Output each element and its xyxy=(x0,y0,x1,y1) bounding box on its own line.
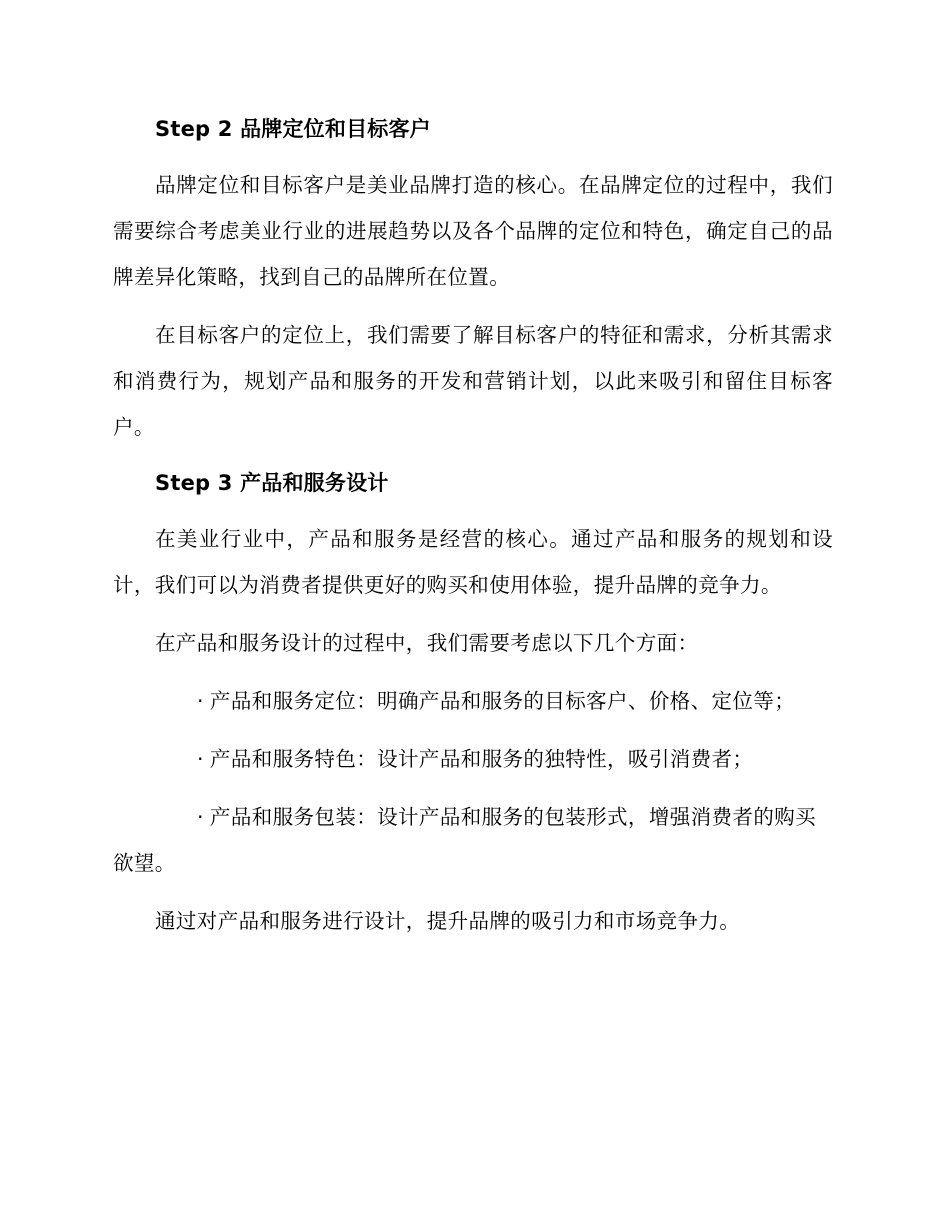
section-heading-step3: Step 3 产品和服务设计 xyxy=(155,471,389,495)
paragraph-brand-positioning: 品牌定位和目标客户是美业品牌打造的核心。在品牌定位的过程中，我们需要综合考虑美业行业的进展趋势以及各个品牌的定位和特色，确定自己的品牌差异化策略，找到自己的品牌所在位置。 xyxy=(113,173,833,289)
paragraph-product-service-core: 在美业行业中，产品和服务是经营的核心。通过产品和服务的规划和设计，我们可以为消费者提供更好的购买和使用体验，提升品牌的竞争力。 xyxy=(113,527,833,597)
bullet-item-features xyxy=(113,736,833,782)
paragraph-target-customer: 在目标客户的定位上，我们需要了解目标客户的特征和需求，分析其需求和消费行为，规划产品和服务的开发和营销计划，以此来吸引和留住目标客户。 xyxy=(113,323,833,439)
bullet-dot-icon: · xyxy=(197,747,204,771)
document-page xyxy=(113,108,833,956)
bullet-text: 产品和服务定位：明确产品和服务的目标客户、价格、定位等； xyxy=(209,689,796,713)
bullet-dot-icon: · xyxy=(197,805,204,829)
bullet-dot-icon: · xyxy=(197,689,204,713)
bullet-text: 产品和服务包装：设计产品和服务的包装形式，增强消费者的购买欲望。 xyxy=(113,805,817,875)
paragraph-conclusion: 通过对产品和服务进行设计，提升品牌的吸引力和市场竞争力。 xyxy=(155,909,741,933)
bullet-item-packaging xyxy=(113,794,833,886)
bullet-item-positioning xyxy=(113,678,833,724)
section-heading-step2: Step 2 品牌定位和目标客户 xyxy=(155,117,431,141)
bullet-text: 产品和服务特色：设计产品和服务的独特性，吸引消费者； xyxy=(209,747,754,771)
paragraph-design-aspects-intro: 在产品和服务设计的过程中，我们需要考虑以下几个方面： xyxy=(155,631,699,655)
